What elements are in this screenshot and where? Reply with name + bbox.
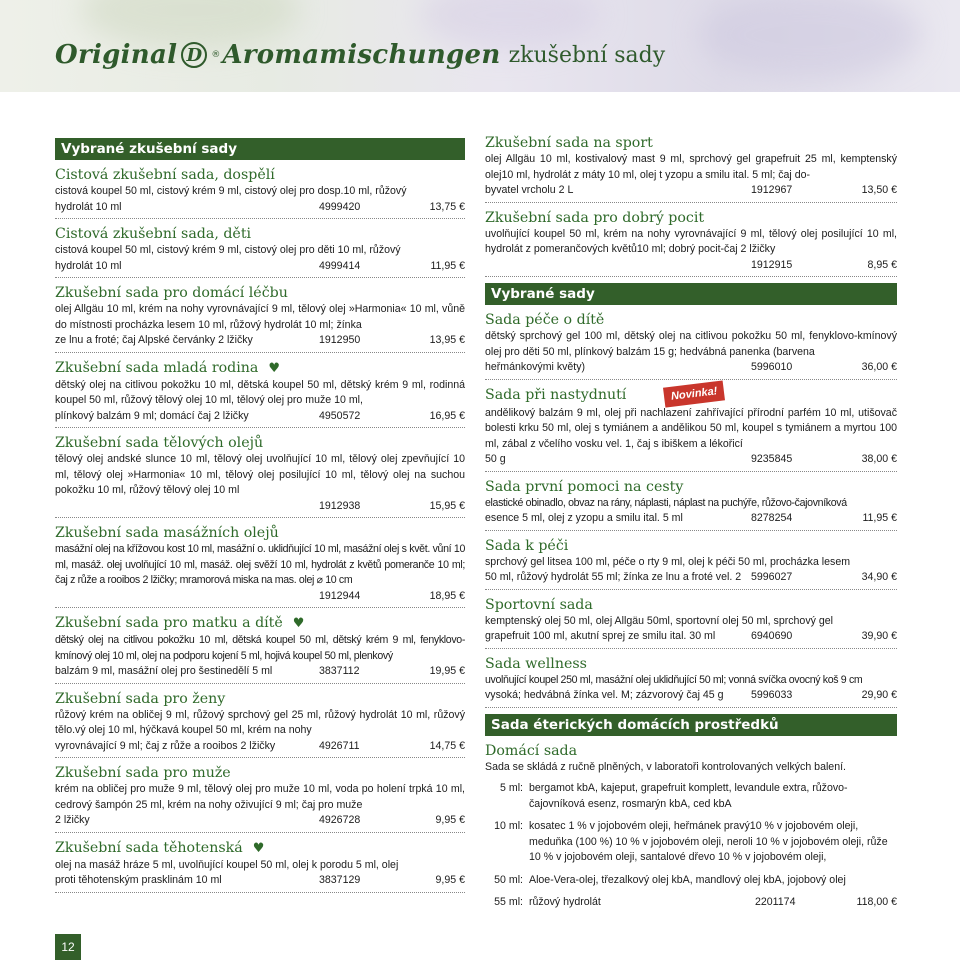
item-title-text: Sada wellness	[485, 655, 587, 672]
item-title-text: Zkušební sada pro domácí léčbu	[55, 285, 288, 301]
divider	[55, 892, 465, 893]
divider	[485, 648, 897, 649]
price: 9,95 €	[435, 814, 465, 826]
item-description: olej Allgäu 10 ml, krém na nohy vyrovnávající 9 ml, tělový olej »Harmonia« 10 ml, vůně do místnosti procházka lesem 10 ml, růžový hydrolát 10 ml; žínka	[55, 303, 465, 331]
item-title-text: Zkušební sada pro muže	[55, 765, 231, 781]
article-number: 1912938	[319, 499, 361, 512]
divider	[55, 517, 465, 518]
product-item	[55, 524, 465, 608]
item-description: krém na obličej pro muže 9 ml, tělový olej pro muže 10 ml, voda po holení trpká 10 ml, cedrový šampón 25 ml, krém na nohy oživující 9 ml; čaj pro muže	[55, 783, 465, 811]
price: 29,90 €	[861, 689, 897, 701]
product-item	[55, 225, 465, 278]
price-row	[485, 183, 897, 199]
price: 34,90 €	[861, 571, 897, 583]
item-description-last: balzám 9 ml, masážní olej pro šestinedělí 5 ml	[55, 665, 273, 677]
article-number: 4999420	[319, 200, 361, 213]
price-row	[485, 258, 897, 274]
essential-row	[485, 781, 897, 812]
price: 16,95 €	[429, 409, 465, 422]
price: 39,90 €	[861, 630, 897, 642]
article-number: 5996010	[751, 361, 793, 373]
item-description: elastické obinadlo, obvaz na rány, náplasti, náplast na puchýře, růžovo-čajovníková	[485, 496, 847, 509]
price: 14,75 €	[429, 739, 465, 752]
item-description-last: plínkový balzám 9 ml; domácí čaj 2 lžičky	[55, 409, 249, 422]
item-description-last: grapefruit 100 ml, akutní sprej ze smilu ital. 30 ml	[485, 630, 716, 642]
item-title-text: Zkušební sada masážních olejů	[55, 525, 279, 541]
divider	[485, 202, 897, 203]
price-row	[55, 409, 465, 425]
article-number: 1912944	[319, 589, 361, 602]
price-row	[485, 511, 897, 527]
section-bar: Vybrané sady	[485, 283, 897, 305]
item-description-last	[55, 589, 319, 605]
item-title	[55, 839, 465, 858]
divider	[55, 757, 465, 758]
product-item	[55, 764, 465, 833]
divider	[485, 471, 897, 472]
item-title: Domácí sada	[485, 742, 578, 759]
product-item	[485, 311, 897, 380]
item-title-text: Zkušební sada na sport	[485, 135, 653, 151]
item-title	[55, 524, 465, 542]
article-number: 4926728	[319, 814, 361, 826]
price: 118,00 €	[856, 896, 897, 908]
price-row	[55, 333, 465, 349]
logo-d-icon: D	[181, 42, 207, 68]
logo-aroma: Aromamischungen	[222, 40, 501, 70]
item-description-last: proti těhotenským prasklinám 10 ml	[55, 874, 222, 886]
volume-label: 10 ml:	[494, 820, 523, 832]
item-description: kemptenský olej 50 ml, olej Allgäu 50ml, sportovní olej 50 ml, sprchový gel	[485, 614, 833, 627]
price-row	[55, 873, 465, 889]
item-title-text: Zkušební sada tělových olejů	[55, 435, 264, 451]
price-row	[55, 813, 465, 829]
item-description: dětský olej na citlivou pokožku 10 ml, dětská koupel 50 ml, dětský krém 9 ml, rodinná koupel 50 ml, růžový tělový olej 10 ml, tělový olej pro muže 10 ml,	[55, 378, 465, 406]
item-description-last	[485, 258, 751, 274]
item-description-last: hydrolát 10 ml	[55, 259, 122, 272]
item-title	[55, 614, 465, 633]
item-description: sprchový gel litsea 100 ml, péče o rty 9 ml, olej k péči 50 ml, procházka lesem	[485, 555, 851, 568]
price: 11,95 €	[862, 512, 897, 524]
logo-registered: ®	[211, 50, 221, 60]
item-title-text: Sada při nastydnutí	[485, 386, 627, 403]
banner-decoration	[700, 0, 920, 80]
price-row	[55, 589, 465, 605]
item-title	[55, 359, 465, 378]
article-number: 5996027	[751, 571, 793, 583]
price-row	[485, 360, 897, 376]
price-row	[55, 499, 465, 515]
item-title-text: Zkušební sada pro matku a dítě	[55, 615, 283, 631]
item-description: dětský sprchový gel 100 ml, dětský olej na citlivou pokožku 50 ml, fenyklovo-kmínový olej pro děti 50 ml, plínkový balzám 15 g; hedvábná panenka (barvena	[485, 330, 897, 358]
item-description: masážní olej na křížovou kost 10 ml, masážní o. uklidňující 10 ml, masážní olej s květ. vůní 10 ml, masáž. olej uvolňující 10 ml, masáž. olej svěží 10 ml, hydrolát z květů pomeranče 10 ml; čaj z růže a rooibos 2 lžičky; mramorová miska na mas. olej ⌀ 10 cm	[55, 543, 465, 586]
header-banner	[0, 0, 960, 92]
item-title-text: Zkušební sada těhotenská	[55, 839, 243, 856]
left-column	[55, 138, 465, 899]
price: 11,95 €	[430, 259, 465, 272]
price-row	[55, 200, 465, 216]
item-description-last: esence 5 ml, olej z yzopu a smilu ital. 5 ml	[485, 512, 683, 524]
item-title	[485, 386, 897, 406]
product-item	[55, 434, 465, 518]
item-description-last: heřmánkovými květy)	[485, 361, 586, 373]
price-row	[485, 629, 897, 645]
divider	[485, 530, 897, 531]
item-title	[55, 764, 465, 782]
price-row	[55, 664, 465, 680]
item-title	[485, 655, 897, 673]
article-number: 4926711	[319, 739, 360, 752]
section-bar: Sada éterických domácích prostředků	[485, 714, 897, 736]
essential-list: Aloe-Vera-olej, třezalkový olej kbA, mandlový olej kbA, jojobový olej	[529, 873, 846, 886]
item-description: Sada se skládá z ručně plněných, v laboratoři kontrolovaných velkých balení.	[485, 760, 846, 773]
price: 13,75 €	[429, 200, 465, 213]
product-item	[55, 614, 465, 684]
article-number: 6940690	[751, 630, 793, 642]
divider	[55, 427, 465, 428]
item-title-text: Zkušební sada pro dobrý pocit	[485, 209, 705, 226]
item-description-last: vysoká; hedvábná žínka vel. M; zázvorový čaj 45 g	[485, 689, 724, 701]
item-description-last: ze lnu a froté; čaj Alpské červánky 2 lžičky	[55, 334, 253, 346]
price: 13,50 €	[861, 184, 897, 196]
volume-label: 5 ml:	[500, 782, 523, 794]
price-row	[485, 570, 897, 586]
heart-icon: ♥	[292, 616, 305, 631]
article-number: 2201174	[755, 896, 796, 908]
divider	[485, 589, 897, 590]
item-description: tělový olej andské slunce 10 ml, tělový olej uvolňující 10 ml, tělový olej zpevňující 10 ml, tělový olej »Harmonia« 10 ml, tělový olej posilující 10 ml, tělový olej na suchou pokožku 10 ml, růžový tělový olej 10 ml	[55, 453, 465, 496]
item-title	[485, 596, 897, 614]
price-row	[55, 259, 465, 275]
price: 13,95 €	[429, 334, 465, 346]
logo-original: Original	[55, 40, 178, 70]
section-bar: Vybrané zkušební sady	[55, 138, 465, 160]
item-description-last: 50 g	[485, 453, 506, 465]
item-title-text: Sada péče o dítě	[485, 312, 605, 328]
item-title-text: Zkušební sada mladá rodina	[55, 359, 259, 376]
item-description: cistová koupel 50 ml, cistový krém 9 ml, cistový olej pro dosp.10 ml, růžový	[55, 185, 407, 197]
price: 36,00 €	[861, 361, 897, 373]
product-item	[485, 537, 897, 590]
item-title-text: Sportovní sada	[485, 596, 593, 613]
item-title	[485, 209, 897, 227]
banner-subtitle: zkušební sady	[508, 42, 666, 68]
price: 8,95 €	[867, 258, 897, 271]
item-description: olej na masáž hráze 5 ml, uvolňující koupel 50 ml, olej k porodu 5 ml, olej	[55, 858, 399, 871]
essential-list: růžový hydrolát	[529, 896, 601, 908]
essential-row	[485, 873, 897, 889]
article-number: 5996033	[751, 689, 793, 701]
essential-row	[485, 819, 897, 866]
divider	[55, 277, 465, 278]
item-title	[485, 478, 897, 496]
item-description: uvolňující koupel 50 ml, krém na nohy vyrovnávající 9 ml, tělový olej posilující 10 ml, hydrolát z pomerančových květů10 ml; dobrý pocit-čaj 2 lžičky	[485, 227, 897, 255]
product-item	[485, 655, 897, 708]
product-item	[55, 166, 465, 219]
item-description: olej Allgäu 10 ml, kostivalový mast 9 ml, sprchový gel grapefruit 25 ml, kemptenský olej10 ml, hydrolát z máty 10 ml, olej t yzopu a smilu ital. 5 ml; čaj do-	[485, 153, 897, 181]
right-column	[485, 134, 897, 918]
item-title	[55, 690, 465, 708]
article-number: 4999414	[319, 259, 361, 272]
item-title	[55, 434, 465, 452]
divider	[55, 607, 465, 608]
divider	[55, 832, 465, 833]
item-description-last: vyrovnávající 9 ml; čaj z růže a rooibos 2 lžičky	[55, 739, 276, 752]
essential-list: kosatec 1 % v jojobovém oleji, heřmánek pravý10 % v jojobovém oleji, meduňka (100 %) 10 % v jojobovém oleji, neroli 10 % v jojobovém oleji, růže 10 % v jojobovém oleji, santalové dřevo 10 % v jojobovém oleji,	[529, 820, 888, 863]
product-item	[55, 839, 465, 893]
product-item	[485, 386, 897, 472]
product-item	[485, 134, 897, 203]
item-title-text: Cistová zkušební sada, dospělí	[55, 167, 275, 183]
item-title	[55, 225, 465, 243]
divider	[485, 379, 897, 380]
divider	[55, 352, 465, 353]
volume-label: 50 ml:	[494, 873, 523, 886]
product-item	[55, 690, 465, 759]
product-item	[55, 284, 465, 353]
item-description-last	[55, 499, 319, 515]
item-description-last: hydrolát 10 ml	[55, 200, 122, 213]
article-number: 9235845	[751, 453, 793, 465]
article-number: 1912950	[319, 334, 361, 346]
item-description: andělikový balzám 9 ml, olej při nachlazení zahřívající přírodní parfém 10 ml, utišovač bolesti krku 50 ml, olej s tymiánem a andělikou 50 ml, koupel s tymiánem a myrtou 100 ml, zábal z včelího vosku vel. 1, čaj s ibiškem a lékořicí	[485, 406, 897, 450]
item-description-last: 50 ml, růžový hydrolát 55 ml; žínka ze lnu a froté vel. 2	[485, 571, 742, 583]
article-number: 3837129	[319, 874, 361, 886]
item-title	[55, 284, 465, 302]
price: 18,95 €	[429, 589, 465, 602]
volume-label: 55 ml:	[494, 896, 523, 908]
divider	[55, 683, 465, 684]
essential-list: bergamot kbA, kajeput, grapefruit komplett, levandule extra, růžovo-čajovníková esenz, rosmarýn kbA, ced kbA	[529, 782, 848, 810]
divider	[485, 276, 897, 277]
product-item	[55, 359, 465, 429]
article-number: 8278254	[751, 512, 793, 524]
item-description-last: 2 lžičky	[55, 814, 90, 826]
item-title	[485, 134, 897, 152]
article-number: 1912967	[751, 184, 793, 196]
price: 15,95 €	[429, 499, 465, 512]
essential-set	[485, 742, 897, 911]
item-description: cistová koupel 50 ml, cistový krém 9 ml, cistový olej pro děti 10 ml, růžový	[55, 244, 401, 256]
item-description: dětský olej na citlivou pokožku 10 ml, dětská koupel 50 ml, dětský krém 9 ml, fenyklovo-kmínový olej 10 ml, olej na podporu kojení 5 ml, hojivá koupel 50 ml, plenkový	[55, 634, 465, 662]
item-title-text: Sada k péči	[485, 537, 569, 554]
item-description: růžový krém na obličej 9 ml, růžový sprchový gel 25 ml, růžový hydrolát 10 ml, růžový tělo.vý olej 10 ml, hýčkavá koupel 50 ml, krém na nohy	[55, 708, 465, 736]
heart-icon: ♥	[268, 360, 281, 376]
item-description: uvolňující koupel 250 ml, masážní olej uklidňující 50 ml; vonná svíčka ovocný koš 9 cm	[485, 673, 863, 686]
item-title-text: Zkušební sada pro ženy	[55, 690, 226, 707]
page-number: 12	[55, 934, 81, 960]
banner-title	[55, 38, 665, 72]
essential-row	[485, 895, 897, 911]
price-row	[485, 688, 897, 704]
heart-icon: ♥	[252, 840, 265, 856]
item-description-last: byvatel vrcholu 2 L	[485, 184, 574, 196]
price: 9,95 €	[435, 874, 465, 886]
new-badge: Novinka!	[663, 380, 725, 407]
item-title-text: Sada první pomoci na cesty	[485, 478, 684, 495]
price: 38,00 €	[861, 453, 897, 465]
article-number: 4950572	[319, 409, 361, 422]
price-row	[55, 739, 465, 755]
divider	[55, 218, 465, 219]
product-item	[485, 596, 897, 649]
article-number: 1912915	[751, 258, 793, 271]
item-title	[485, 537, 897, 555]
item-title	[485, 311, 897, 329]
item-title	[55, 166, 465, 184]
product-item	[485, 478, 897, 531]
product-item	[485, 209, 897, 278]
article-number: 3837112	[319, 665, 360, 677]
item-title-text: Cistová zkušební sada, děti	[55, 226, 252, 242]
divider	[485, 707, 897, 708]
price-row	[485, 452, 897, 468]
price: 19,95 €	[429, 665, 465, 677]
